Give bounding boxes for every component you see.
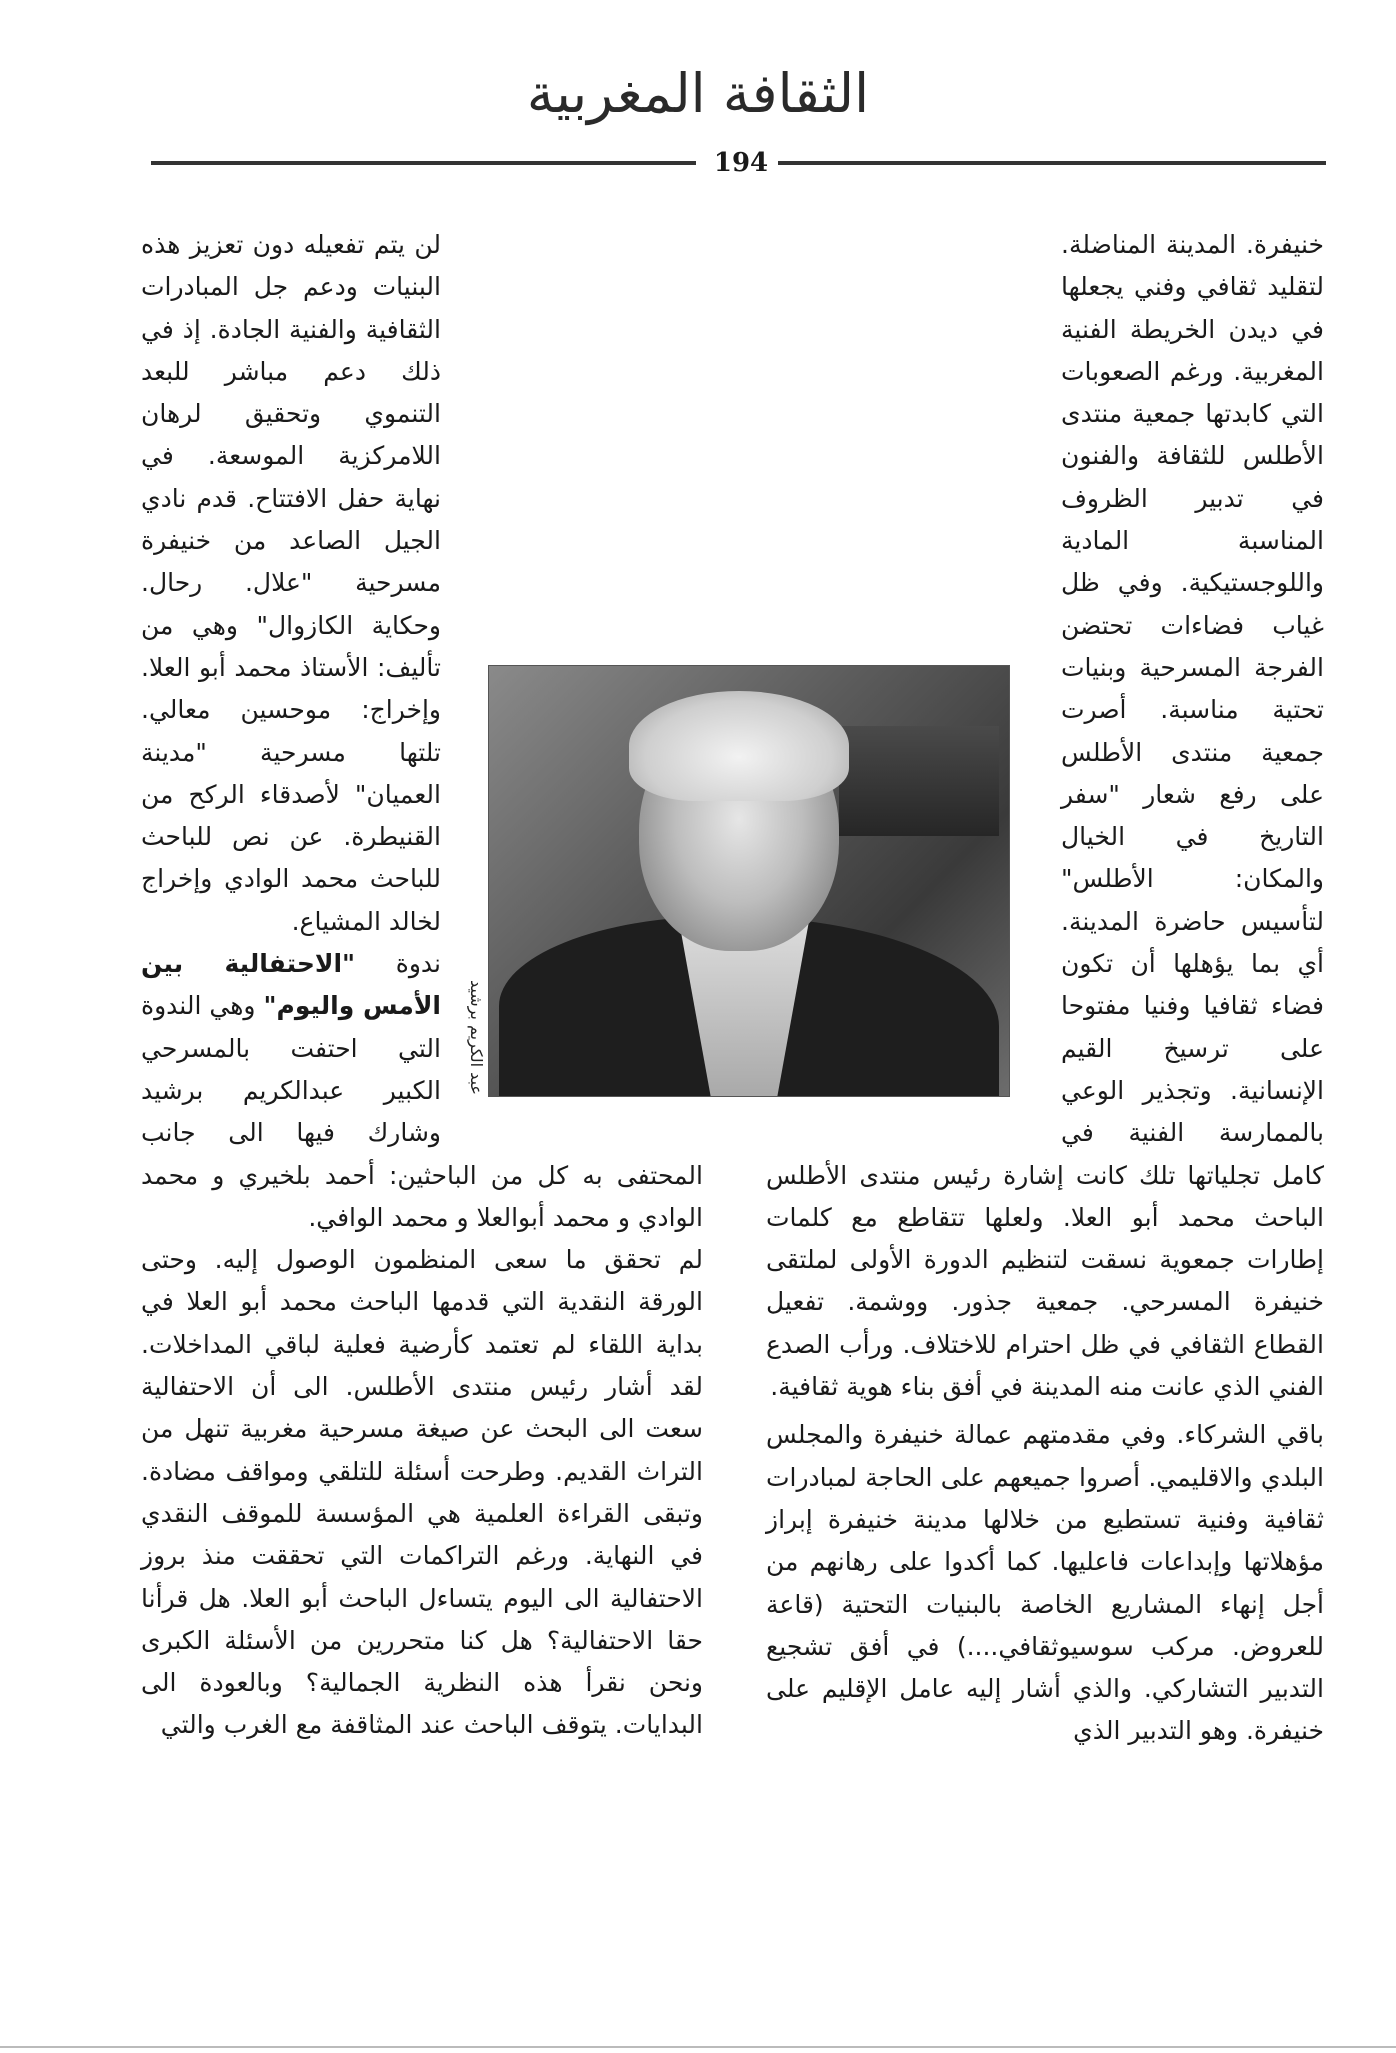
page-number: 194: [713, 148, 769, 178]
photo-caption: عبد الكريم برشيد: [467, 980, 486, 1095]
symposium-text: وهي الندوة التي احتفت بالمسرحي الكبير عبدالكريم برشيد وشارك فيها الى جانب المحتفى به كل من الباحثين: أحمد بلخيري و محمد الوادي و محمد أبوالعلا و محمد الوافي.: [141, 991, 703, 1232]
right-column-paragraph-1: خنيفرة. المدينة المناضلة. لتقليد ثقافي وفني يجعلها في ديدن الخريطة الفنية المغربية. ورغم الصعوبات التي كابدتها جمعية منتدى الأطلس للثقافة والفنون في تدبير الظروف المناسبة المادية واللوجستيكية. وفي ظل غياب فضاءات تحتضن الفرجة المسرحية وبنيات تحتية مناسبة. أصرت جمعية منتدى الأطلس على رفع شعار "سفر التاريخ في الخيال والمكان: الأطلس" لتأسيس حاضرة المدينة. أي بما يؤهلها أن تكون فضاء ثقافيا وفنيا مفتوحا على ترسيخ القيم الإنسانية. وتجذير الوعي بالممارسة الفنية في كامل تجلياتها تلك كانت إشارة رئيس منتدى الأطلس الباحث محمد أبو العلا. ولعلها تتقاطع مع كلمات إطارات جمعوية نسقت لتنظيم الدورة الأولى لملتقى خنيفرة المسرحي. جمعية جذور. ووشمة. تفعيل القطاع الثقافي في ظل احترام للاختلاف. ورأب الصدع الفني الذي عانت منه المدينة في أفق بناء هوية ثقافية.: [766, 230, 1324, 1402]
symposium-title: "الاحتفالية بين الأمس واليوم": [141, 949, 442, 1021]
photo-background-shelf: [839, 726, 999, 836]
symposium-lead: ندوة: [355, 949, 441, 979]
header-rule-left: [151, 161, 696, 165]
photo-hair: [629, 691, 849, 801]
bottom-rule: [0, 2046, 1396, 2048]
header-rule: [151, 148, 1326, 178]
header-rule-right: [778, 161, 1326, 165]
right-column-paragraph-2: باقي الشركاء. وفي مقدمتهم عمالة خنيفرة والمجلس البلدي والاقليمي. أصروا جميعهم على الحاجة لمبادرات ثقافية وفنية تستطيع من خلالها مدينة خنيفرة إبراز مؤهلاتها وإبداعات فاعليها. كما أكدوا على رهانهم من أجل إنهاء المشاريع الخاصة بالبنيات التحتية (قاعة للعروض. مركب سوسيوثقافي....) في أفق تشجيع التدبير التشاركي. والذي أشار إليه عامل الإقليم على خنيفرة. وهو التدبير الذي: [766, 1420, 1324, 1746]
left-column-paragraph-1: لن يتم تفعيله دون تعزيز هذه البنيات ودعم جل المبادرات الثقافية والفنية الجادة. إذ في ذلك دعم مباشر للبعد التنموي وتحقيق لرهان اللامركزية الموسعة. في نهاية حفل الافتتاح. قدم نادي الجيل الصاعد من خنيفرة مسرحية "علال. رحال. وحكاية الكازوال" وهي من تأليف: الأستاذ محمد أبو العلا. وإخراج: موحسين معالي. تلتها مسرحية "مدينة العميان" لأصدقاء الركح من القنيطرة. عن نص للباحث للباحث محمد الوادي وإخراج لخالد المشياع.: [141, 230, 441, 936]
left-column-paragraph-3: لم تحقق ما سعى المنظمون الوصول إليه. وحتى الورقة النقدية التي قدمها الباحث محمد أبو العلا في بداية اللقاء لم تعتمد كأرضية فعلية لباقي المداخلات. لقد أشار رئيس منتدى الأطلس. الى أن الاحتفالية سعت الى البحث عن صيغة مسرحية مغربية تنهل من التراث القديم. وطرحت أسئلة للتلقي ومواقف مضادة. وتبقى القراءة العلمية هي المؤسسة للموقف النقدي في النهاية. ورغم التراكمات التي تحققت منذ بروز الاحتفالية الى اليوم يتساءل الباحث أبو العلا. هل قرأنا حقا الاحتفالية؟ هل كنا متحررين من الأسئلة الكبرى ونحن نقرأ هذه النظرية الجمالية؟ وبالعودة الى البدايات. يتوقف الباحث عند المثاقفة مع الغرب والتي: [141, 1245, 703, 1740]
page-header-title: الثقافة المغربية: [526, 62, 870, 125]
portrait-photo: [488, 665, 1010, 1097]
